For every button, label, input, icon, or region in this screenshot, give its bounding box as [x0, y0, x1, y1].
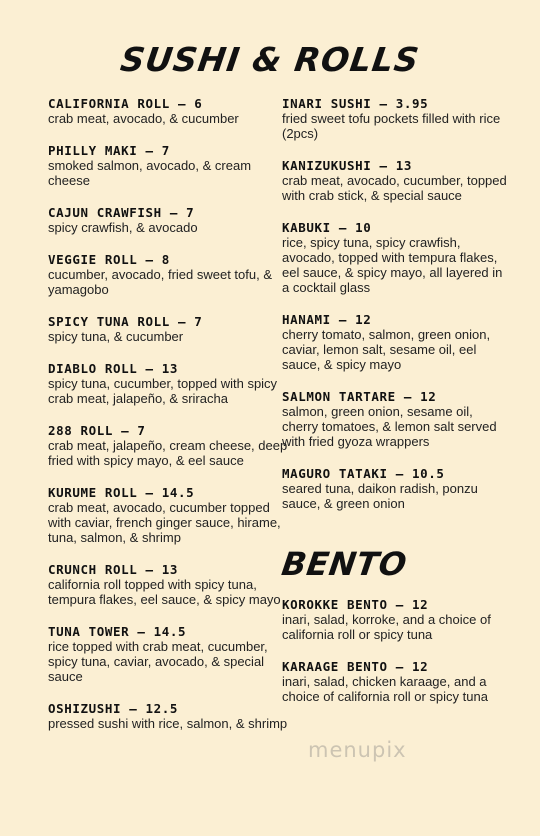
left-column — [48, 96, 288, 748]
item-name: CAJUN CRAWFISH — 7 — [48, 205, 195, 220]
menu-item — [48, 562, 288, 607]
item-description: salmon, green onion, sesame oil, cherry tomatoes, & lemon salt served with fried gyoza wrappers — [282, 404, 497, 449]
item-name: VEGGIE ROLL — 8 — [48, 252, 170, 267]
item-description: rice, spicy tuna, spicy crawfish, avocado, topped with tempura flakes, eel sauce, & spicy mayo, all layered in a cocktail glass — [282, 235, 503, 295]
menu-item — [48, 252, 288, 297]
item-description: crab meat, avocado, & cucumber — [48, 111, 239, 126]
item-name: KURUME ROLL — 14.5 — [48, 485, 195, 500]
menu-item — [48, 624, 288, 684]
menu-item — [48, 361, 288, 406]
menu-item — [282, 389, 507, 449]
right-column — [279, 96, 507, 721]
item-name: INARI SUSHI — 3.95 — [282, 96, 429, 111]
menu-item — [48, 205, 288, 235]
watermark-logo: menupix — [308, 738, 407, 762]
item-description: pressed sushi with rice, salmon, & shrimp — [48, 716, 288, 731]
item-description: spicy tuna, cucumber, topped with spicy crab meat, jalapeño, & sriracha — [48, 376, 278, 406]
menu-item — [282, 312, 507, 372]
bento-heading: BENTO — [279, 545, 410, 583]
item-name: MAGURO TATAKI — 10.5 — [282, 466, 445, 481]
page-title: SUSHI & ROLLS — [118, 40, 422, 79]
item-name: CALIFORNIA ROLL — 6 — [48, 96, 203, 111]
item-description: rice topped with crab meat, cucumber, spicy tuna, caviar, avocado, & special sauce — [48, 639, 268, 684]
item-description: inari, salad, korroke, and a choice of california roll or spicy tuna — [282, 612, 491, 642]
item-name: KOROKKE BENTO — 12 — [282, 597, 429, 612]
item-name: KANIZUKUSHI — 13 — [282, 158, 413, 173]
menu-item — [282, 466, 507, 511]
item-name: OSHIZUSHI — 12.5 — [48, 701, 179, 716]
item-name: CRUNCH ROLL — 13 — [48, 562, 179, 577]
item-name: PHILLY MAKI — 7 — [48, 143, 170, 158]
menu-item — [282, 659, 507, 704]
menu-item — [48, 314, 288, 344]
item-name: HANAMI — 12 — [282, 312, 372, 327]
item-description: inari, salad, chicken karaage, and a choice of california roll or spicy tuna — [282, 674, 488, 704]
menu-item — [282, 597, 507, 642]
item-description: california roll topped with spicy tuna, tempura flakes, eel sauce, & spicy mayo — [48, 577, 281, 607]
item-description: crab meat, avocado, cucumber topped with caviar, french ginger sauce, hirame, tuna, salmon, & shrimp — [48, 500, 281, 545]
menu-item — [282, 158, 507, 203]
item-description: crab meat, avocado, cucumber, topped with crab stick, & special sauce — [282, 173, 507, 203]
item-description: smoked salmon, avocado, & cream cheese — [48, 158, 252, 188]
item-name: SPICY TUNA ROLL — 7 — [48, 314, 203, 329]
item-name: KARAAGE BENTO — 12 — [282, 659, 429, 674]
item-description: cucumber, avocado, fried sweet tofu, & yamagobo — [48, 267, 273, 297]
menu-item — [282, 220, 507, 295]
item-description: fried sweet tofu pockets filled with rice (2pcs) — [282, 111, 501, 141]
item-description: crab meat, jalapeño, cream cheese, deep fried with spicy mayo, & eel sauce — [48, 438, 288, 468]
item-name: KABUKI — 10 — [282, 220, 372, 235]
item-name: 288 ROLL — 7 — [48, 423, 146, 438]
menu-item — [48, 701, 288, 731]
item-description: cherry tomato, salmon, green onion, caviar, lemon salt, sesame oil, eel sauce, & spicy mayo — [282, 327, 491, 372]
item-description: spicy crawfish, & avocado — [48, 220, 198, 235]
item-description: seared tuna, daikon radish, ponzu sauce, & green onion — [282, 481, 478, 511]
item-description: spicy tuna, & cucumber — [48, 329, 184, 344]
item-name: SALMON TARTARE — 12 — [282, 389, 437, 404]
menu-item — [48, 143, 288, 188]
menu-item — [48, 423, 288, 468]
menu-item — [48, 96, 288, 126]
item-name: DIABLO ROLL — 13 — [48, 361, 179, 376]
menu-item — [282, 96, 507, 141]
menu-item — [48, 485, 288, 545]
item-name: TUNA TOWER — 14.5 — [48, 624, 187, 639]
